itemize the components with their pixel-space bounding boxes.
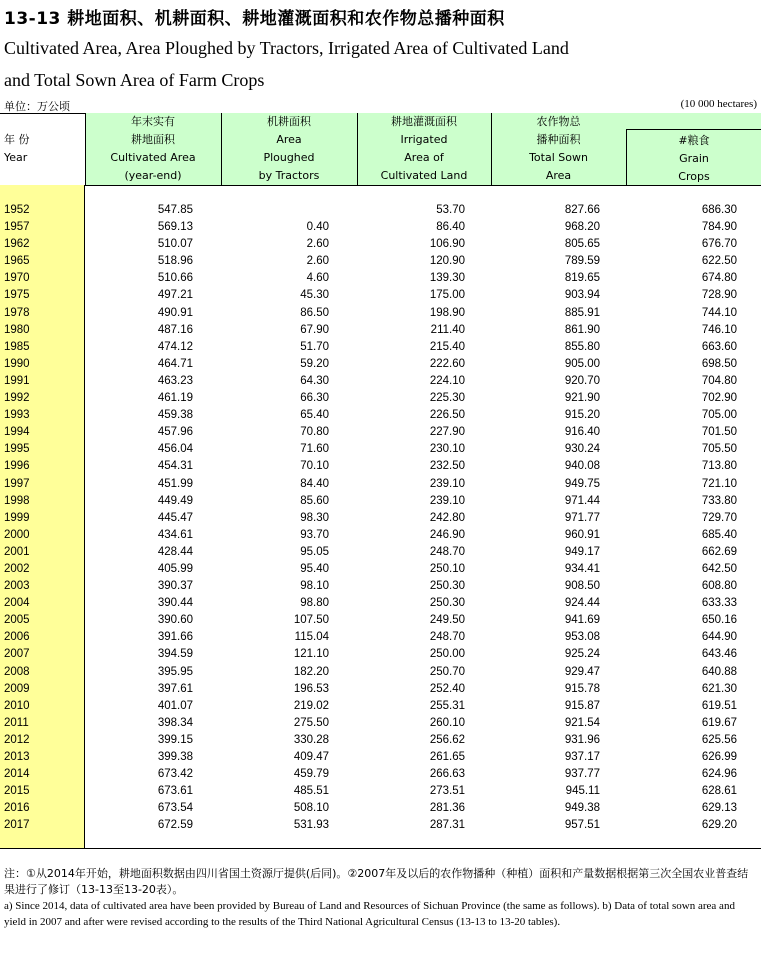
table-row xyxy=(0,409,761,426)
value-cell: 445.47 xyxy=(157,511,193,524)
value-cell: 937.17 xyxy=(564,751,600,763)
table-row xyxy=(0,648,761,665)
table-row xyxy=(0,204,761,221)
table-row xyxy=(0,631,761,648)
value-cell: 225.30 xyxy=(429,392,465,405)
table-row xyxy=(0,717,761,734)
value-cell: 518.96 xyxy=(157,255,193,268)
value-cell: 663.60 xyxy=(701,340,737,353)
value-cell: 428.44 xyxy=(157,545,193,558)
value-cell: 84.40 xyxy=(300,477,329,490)
value-cell: 95.05 xyxy=(300,545,329,558)
unit-label-chinese: 单位：万公顷 xyxy=(4,100,70,113)
value-cell: 98.80 xyxy=(300,597,329,610)
value-cell: 945.11 xyxy=(565,785,600,798)
value-cell: 390.60 xyxy=(157,614,193,627)
year-cell: 2007 xyxy=(4,648,30,661)
year-cell: 2004 xyxy=(4,597,30,610)
year-cell: 1992 xyxy=(4,392,30,405)
value-cell: 249.50 xyxy=(429,614,465,627)
value-cell: 399.15 xyxy=(157,733,193,746)
unit-label-english: (10 000 hectares) xyxy=(680,98,757,110)
value-cell: 394.59 xyxy=(157,648,193,661)
value-cell: 705.00 xyxy=(701,409,737,422)
header-cultivated-area: 年末实有 耕地面积 Cultivated Area (year-end) xyxy=(85,113,221,185)
table-row xyxy=(0,700,761,717)
value-cell: 640.88 xyxy=(701,665,737,678)
value-cell: 915.20 xyxy=(564,409,600,422)
table-row xyxy=(0,255,761,272)
value-cell: 885.91 xyxy=(564,306,600,319)
value-cell: 702.90 xyxy=(701,392,737,405)
value-cell: 239.10 xyxy=(429,494,465,507)
year-cell: 1975 xyxy=(4,289,30,302)
year-cell: 1985 xyxy=(4,340,30,353)
value-cell: 733.80 xyxy=(701,494,737,507)
value-cell: 449.49 xyxy=(157,494,193,507)
value-cell: 457.96 xyxy=(157,426,193,439)
value-cell: 273.51 xyxy=(429,785,465,798)
value-cell: 70.10 xyxy=(300,460,329,473)
value-cell: 971.44 xyxy=(564,494,600,507)
footnote-chinese: 注：①从2014年开始，耕地面积数据由四川省国土资源厅提供(后同)。②2007年及以后的农作物播种（种植）面积和产量数据根据第三次全国农业普查结果进行了修订（13-13至13-20表）。 xyxy=(4,867,749,896)
table-row xyxy=(0,460,761,477)
table-row xyxy=(0,597,761,614)
value-cell: 934.41 xyxy=(564,562,600,575)
header-ploughed-area: 机耕面积 Area Ploughed by Tractors xyxy=(221,113,357,185)
value-cell: 644.90 xyxy=(701,631,737,644)
table-row xyxy=(0,529,761,546)
value-cell: 728.90 xyxy=(701,289,737,302)
value-cell: 941.69 xyxy=(564,614,600,627)
value-cell: 508.10 xyxy=(293,802,329,815)
value-cell: 227.90 xyxy=(429,426,465,439)
header-total-sown-area: 农作物总 播种面积 Total Sown Area xyxy=(491,113,761,185)
year-cell: 2015 xyxy=(4,785,30,798)
value-cell: 106.90 xyxy=(429,238,465,251)
value-cell: 232.50 xyxy=(429,460,465,473)
value-cell: 628.61 xyxy=(701,785,737,798)
value-cell: 920.70 xyxy=(564,374,600,387)
value-cell: 929.47 xyxy=(564,665,600,678)
value-cell: 464.71 xyxy=(157,357,193,370)
value-cell: 86.40 xyxy=(436,221,465,234)
value-cell: 949.38 xyxy=(564,802,600,815)
value-cell: 789.59 xyxy=(564,255,600,268)
table-row xyxy=(0,734,761,751)
year-cell: 2003 xyxy=(4,580,30,593)
value-cell: 252.40 xyxy=(429,682,465,695)
value-cell: 222.60 xyxy=(429,357,465,370)
value-cell: 619.51 xyxy=(701,699,737,712)
value-cell: 261.65 xyxy=(429,751,465,763)
table-body xyxy=(0,204,761,836)
year-cell: 1962 xyxy=(4,238,30,251)
year-cell: 2008 xyxy=(4,665,30,678)
value-cell: 713.80 xyxy=(701,460,737,473)
value-cell: 642.50 xyxy=(701,562,737,575)
footnotes xyxy=(4,866,756,930)
value-cell: 721.10 xyxy=(701,477,737,490)
year-cell: 1993 xyxy=(4,409,30,422)
header-irrigated-area: 耕地灌溉面积 Irrigated Area of Cultivated Land xyxy=(357,113,491,185)
value-cell: 95.40 xyxy=(300,562,329,575)
value-cell: 454.31 xyxy=(157,460,193,473)
value-cell: 397.61 xyxy=(157,682,193,695)
value-cell: 175.00 xyxy=(429,289,465,302)
value-cell: 70.80 xyxy=(300,426,329,439)
table-row xyxy=(0,341,761,358)
value-cell: 409.47 xyxy=(293,751,329,763)
value-cell: 211.40 xyxy=(430,323,465,336)
table-row xyxy=(0,580,761,597)
table-row xyxy=(0,512,761,529)
value-cell: 67.90 xyxy=(300,323,329,336)
value-cell: 490.91 xyxy=(157,306,193,319)
header-grain-crops: #粮食 Grain Crops xyxy=(626,129,761,185)
value-cell: 940.08 xyxy=(564,460,600,473)
value-cell: 921.54 xyxy=(564,716,600,729)
value-cell: 250.00 xyxy=(429,648,465,661)
value-cell: 398.34 xyxy=(157,716,193,729)
value-cell: 625.56 xyxy=(701,733,737,746)
value-cell: 662.69 xyxy=(701,545,737,558)
value-cell: 255.31 xyxy=(429,699,465,712)
value-cell: 510.66 xyxy=(157,272,193,285)
value-cell: 86.50 xyxy=(300,306,329,319)
year-cell: 1990 xyxy=(4,357,30,370)
value-cell: 405.99 xyxy=(157,562,193,575)
year-cell: 2002 xyxy=(4,562,30,575)
value-cell: 71.60 xyxy=(300,443,329,456)
value-cell: 619.67 xyxy=(701,716,737,729)
value-cell: 215.40 xyxy=(429,340,465,353)
value-cell: 629.20 xyxy=(701,819,737,832)
value-cell: 915.78 xyxy=(564,682,600,695)
value-cell: 924.44 xyxy=(564,597,600,610)
value-cell: 827.66 xyxy=(564,204,600,216)
value-cell: 459.38 xyxy=(157,409,193,422)
value-cell: 531.93 xyxy=(293,819,329,832)
value-cell: 744.10 xyxy=(701,306,737,319)
value-cell: 622.50 xyxy=(701,255,737,268)
value-cell: 256.62 xyxy=(429,733,465,746)
year-cell: 1997 xyxy=(4,477,30,490)
value-cell: 673.61 xyxy=(157,785,193,798)
year-cell: 2014 xyxy=(4,768,30,781)
value-cell: 960.91 xyxy=(564,528,600,541)
value-cell: 629.13 xyxy=(701,802,737,815)
value-cell: 250.10 xyxy=(429,562,465,575)
value-cell: 281.36 xyxy=(429,802,465,815)
value-cell: 391.66 xyxy=(157,631,193,644)
table-row xyxy=(0,375,761,392)
year-cell: 1991 xyxy=(4,374,30,387)
value-cell: 925.24 xyxy=(564,648,600,661)
footnote-english: a) Since 2014, data of cultivated area have been provided by Bureau of Land and Resources of Sichuan Province (the same as follows). b) Data of total sown area and yield in 2007 and after were revised according to the results of the Third National Agricultural Census (13-13 to 13-20 tables). xyxy=(4,900,735,928)
year-cell: 1970 xyxy=(4,272,30,285)
value-cell: 390.37 xyxy=(157,580,193,593)
value-cell: 456.04 xyxy=(157,443,193,456)
value-cell: 4.60 xyxy=(306,272,329,285)
value-cell: 746.10 xyxy=(701,323,737,336)
year-cell: 2016 xyxy=(4,802,30,815)
value-cell: 673.42 xyxy=(157,768,193,781)
value-cell: 672.59 xyxy=(157,819,193,832)
value-cell: 239.10 xyxy=(429,477,465,490)
value-cell: 633.33 xyxy=(701,597,737,610)
value-cell: 434.61 xyxy=(157,528,193,541)
table-row xyxy=(0,392,761,409)
value-cell: 650.16 xyxy=(701,614,737,627)
value-cell: 968.20 xyxy=(564,221,600,234)
value-cell: 219.02 xyxy=(293,699,329,712)
value-cell: 98.10 xyxy=(300,580,329,593)
year-cell: 2006 xyxy=(4,631,30,644)
value-cell: 698.50 xyxy=(701,357,737,370)
value-cell: 921.90 xyxy=(564,392,600,405)
year-cell: 1980 xyxy=(4,323,30,336)
value-cell: 784.90 xyxy=(701,221,737,234)
table-row xyxy=(0,546,761,563)
value-cell: 250.70 xyxy=(429,665,465,678)
value-cell: 569.13 xyxy=(157,221,193,234)
value-cell: 474.12 xyxy=(157,340,193,353)
year-cell: 2005 xyxy=(4,614,30,627)
value-cell: 399.38 xyxy=(157,751,193,763)
value-cell: 390.44 xyxy=(157,597,193,610)
year-cell: 1957 xyxy=(4,221,30,234)
year-cell: 1978 xyxy=(4,306,30,319)
value-cell: 266.63 xyxy=(429,768,465,781)
table-title-english-line1: Cultivated Area, Area Ploughed by Tractors, Irrigated Area of Cultivated Land xyxy=(4,38,569,58)
value-cell: 676.70 xyxy=(701,238,737,251)
value-cell: 246.90 xyxy=(429,528,465,541)
value-cell: 93.70 xyxy=(300,528,329,541)
year-cell: 2010 xyxy=(4,699,30,712)
value-cell: 224.10 xyxy=(429,374,465,387)
table-row xyxy=(0,819,761,836)
year-cell: 1952 xyxy=(4,204,30,216)
value-cell: 51.70 xyxy=(300,340,329,353)
value-cell: 497.21 xyxy=(157,289,193,302)
value-cell: 198.90 xyxy=(429,306,465,319)
table-row xyxy=(0,785,761,802)
value-cell: 242.80 xyxy=(429,511,465,524)
data-table xyxy=(0,113,761,848)
year-cell: 1999 xyxy=(4,511,30,524)
value-cell: 905.00 xyxy=(564,357,600,370)
table-row xyxy=(0,238,761,255)
value-cell: 685.40 xyxy=(701,528,737,541)
value-cell: 115.04 xyxy=(294,631,329,644)
table-row xyxy=(0,614,761,631)
value-cell: 485.51 xyxy=(293,785,329,798)
value-cell: 861.90 xyxy=(564,323,600,336)
value-cell: 931.96 xyxy=(564,733,600,746)
table-row xyxy=(0,272,761,289)
value-cell: 85.60 xyxy=(300,494,329,507)
value-cell: 395.95 xyxy=(157,665,193,678)
value-cell: 230.10 xyxy=(429,443,465,456)
table-row xyxy=(0,289,761,306)
table-row xyxy=(0,324,761,341)
value-cell: 64.30 xyxy=(300,374,329,387)
value-cell: 182.20 xyxy=(293,665,329,678)
value-cell: 275.50 xyxy=(293,716,329,729)
value-cell: 674.80 xyxy=(701,272,737,285)
year-cell: 2013 xyxy=(4,751,30,763)
value-cell: 510.07 xyxy=(157,238,193,251)
value-cell: 673.54 xyxy=(157,802,193,815)
value-cell: 2.60 xyxy=(306,238,329,251)
year-cell: 1996 xyxy=(4,460,30,473)
year-cell: 2001 xyxy=(4,545,30,558)
year-cell: 2000 xyxy=(4,528,30,541)
value-cell: 401.07 xyxy=(157,699,193,712)
value-cell: 805.65 xyxy=(564,238,600,251)
table-row xyxy=(0,358,761,375)
year-cell: 1965 xyxy=(4,255,30,268)
value-cell: 66.30 xyxy=(300,392,329,405)
value-cell: 463.23 xyxy=(157,374,193,387)
table-row xyxy=(0,563,761,580)
year-cell: 1995 xyxy=(4,443,30,456)
year-cell: 2009 xyxy=(4,682,30,695)
value-cell: 487.16 xyxy=(157,323,193,336)
year-cell: 2012 xyxy=(4,733,30,746)
table-title-english-line2: and Total Sown Area of Farm Crops xyxy=(4,70,265,90)
value-cell: 451.99 xyxy=(157,477,193,490)
table-title-chinese: 13-13 耕地面积、机耕面积、耕地灌溉面积和农作物总播种面积 xyxy=(4,9,505,29)
value-cell: 53.70 xyxy=(436,204,465,216)
table-row xyxy=(0,768,761,785)
value-cell: 98.30 xyxy=(300,511,329,524)
value-cell: 226.50 xyxy=(429,409,465,422)
value-cell: 957.51 xyxy=(564,819,600,832)
value-cell: 139.30 xyxy=(429,272,465,285)
value-cell: 121.10 xyxy=(293,648,329,661)
table-row xyxy=(0,221,761,238)
value-cell: 107.50 xyxy=(293,614,329,627)
value-cell: 704.80 xyxy=(701,374,737,387)
value-cell: 930.24 xyxy=(564,443,600,456)
value-cell: 621.30 xyxy=(701,682,737,695)
table-row xyxy=(0,307,761,324)
value-cell: 949.17 xyxy=(564,545,600,558)
table-row xyxy=(0,683,761,700)
value-cell: 705.50 xyxy=(701,443,737,456)
table-row xyxy=(0,426,761,443)
year-cell: 2011 xyxy=(4,716,29,729)
table-row xyxy=(0,495,761,512)
value-cell: 2.60 xyxy=(306,255,329,268)
value-cell: 287.31 xyxy=(429,819,465,832)
value-cell: 729.70 xyxy=(701,511,737,524)
value-cell: 953.08 xyxy=(564,631,600,644)
value-cell: 624.96 xyxy=(701,768,737,781)
year-cell: 1998 xyxy=(4,494,30,507)
value-cell: 686.30 xyxy=(701,204,737,216)
table-row xyxy=(0,666,761,683)
value-cell: 937.77 xyxy=(564,768,600,781)
value-cell: 608.80 xyxy=(701,580,737,593)
value-cell: 65.40 xyxy=(300,409,329,422)
value-cell: 250.30 xyxy=(429,597,465,610)
table-header xyxy=(0,113,761,185)
value-cell: 547.85 xyxy=(157,204,193,216)
value-cell: 120.90 xyxy=(429,255,465,268)
value-cell: 248.70 xyxy=(429,631,465,644)
value-cell: 248.70 xyxy=(429,545,465,558)
value-cell: 0.40 xyxy=(306,221,329,234)
value-cell: 260.10 xyxy=(429,716,465,729)
value-cell: 915.87 xyxy=(564,699,600,712)
value-cell: 916.40 xyxy=(564,426,600,439)
table-row xyxy=(0,802,761,819)
value-cell: 59.20 xyxy=(300,357,329,370)
value-cell: 908.50 xyxy=(564,580,600,593)
value-cell: 250.30 xyxy=(429,580,465,593)
value-cell: 45.30 xyxy=(300,289,329,302)
year-cell: 1994 xyxy=(4,426,30,439)
value-cell: 330.28 xyxy=(293,733,329,746)
table-row xyxy=(0,443,761,460)
value-cell: 459.79 xyxy=(293,768,329,781)
year-cell: 2017 xyxy=(4,819,30,832)
value-cell: 196.53 xyxy=(293,682,329,695)
value-cell: 855.80 xyxy=(564,340,600,353)
value-cell: 461.19 xyxy=(157,392,193,405)
value-cell: 643.46 xyxy=(701,648,737,661)
table-row xyxy=(0,478,761,495)
value-cell: 819.65 xyxy=(564,272,600,285)
value-cell: 949.75 xyxy=(564,477,600,490)
value-cell: 971.77 xyxy=(564,511,600,524)
value-cell: 903.94 xyxy=(564,289,600,302)
table-row xyxy=(0,751,761,768)
value-cell: 701.50 xyxy=(701,426,737,439)
header-year: 年 份 Year xyxy=(4,133,30,164)
value-cell: 626.99 xyxy=(701,751,737,763)
